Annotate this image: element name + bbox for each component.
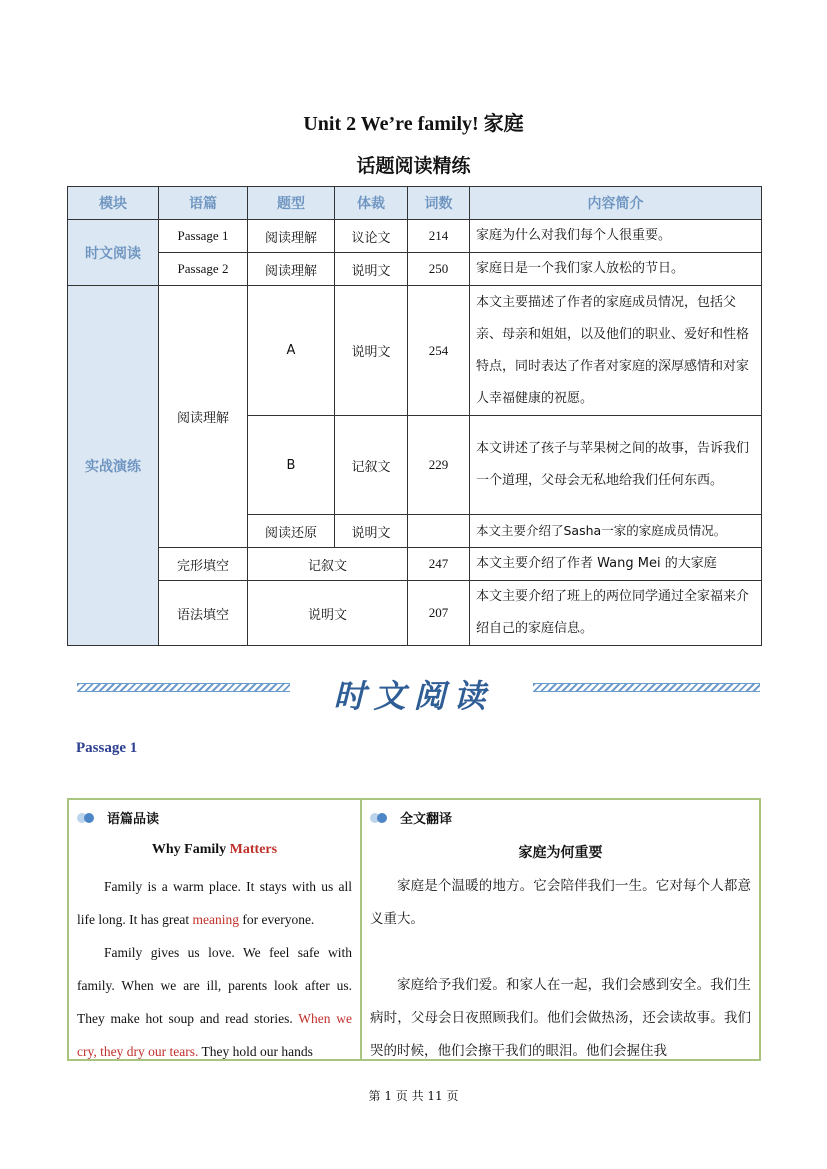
translation-title: 家庭为何重要 bbox=[518, 845, 603, 861]
document-title: Unit 2 We’re family! 家庭 bbox=[303, 113, 524, 135]
table-row bbox=[68, 253, 762, 286]
paragraph: 家庭给予我们爱。和家人在一起，我们会感到安全。我们生病时，父母会日夜照顾我们。他们会做热汤，还会读故事。我们哭的时候，他们会擦干我们的眼泪。他们会握住我 bbox=[370, 977, 751, 1059]
header-module: 模块 bbox=[68, 187, 159, 220]
passage-label: Passage 1 bbox=[76, 740, 138, 756]
passage-panels bbox=[67, 798, 761, 1061]
type-cell: 阅读理解 bbox=[248, 253, 335, 286]
table-row bbox=[68, 286, 762, 416]
translation-panel bbox=[362, 800, 759, 1059]
intro-cell: 本文主要描述了作者的家庭成员情况，包括父亲、母亲和姐姐，以及他们的职业、爱好和性格特点，同时表达了作者对家庭的深厚感情和对家人幸福健康的祝愿。 bbox=[470, 286, 762, 416]
intro-cell: 本文主要介绍了作者 Wang Mei 的大家庭 bbox=[470, 548, 762, 581]
text-span: They hold our hands bbox=[198, 1044, 313, 1059]
passage-cell: Passage 1 bbox=[159, 220, 248, 253]
table-row bbox=[68, 220, 762, 253]
text-span: for everyone. bbox=[238, 912, 315, 927]
header-type: 题型 bbox=[248, 187, 335, 220]
table-header-row bbox=[68, 187, 762, 220]
passage-cell: Passage 2 bbox=[159, 253, 248, 286]
reading-panel-heading bbox=[77, 808, 159, 827]
genre-cell: 议论文 bbox=[335, 220, 408, 253]
words-cell: 214 bbox=[408, 220, 470, 253]
passage-title-plain: Why Family bbox=[151, 842, 230, 857]
paragraph bbox=[77, 870, 352, 936]
words-cell: 254 bbox=[408, 286, 470, 416]
paragraph-gap bbox=[370, 936, 751, 969]
genre-cell: 说明文 bbox=[335, 515, 408, 548]
passage-english-body bbox=[77, 870, 352, 1059]
document-subtitle: 话题阅读精练 bbox=[356, 155, 471, 177]
type-cell: 阅读理解 bbox=[248, 220, 335, 253]
type-cell: A bbox=[248, 286, 335, 416]
paragraph bbox=[77, 936, 352, 1059]
passage-cell: 阅读理解 bbox=[159, 286, 248, 548]
words-cell: 247 bbox=[408, 548, 470, 581]
intro-cell: 本文主要介绍了Sasha一家的家庭成员情况。 bbox=[470, 515, 762, 548]
overview-table bbox=[67, 186, 762, 646]
words-cell bbox=[408, 515, 470, 548]
genre-cell: 记叙文 bbox=[248, 548, 408, 581]
header-genre: 体裁 bbox=[335, 187, 408, 220]
words-cell: 229 bbox=[408, 416, 470, 515]
bullet-dots-icon bbox=[370, 813, 392, 823]
module-cell: 实战演练 bbox=[68, 286, 159, 646]
text-span: Family gives us love. We feel safe with family. When we are ill, parents look after us. They make hot soup and read stories. bbox=[77, 945, 352, 1026]
header-words: 词数 bbox=[408, 187, 470, 220]
intro-cell: 家庭日是一个我们家人放松的节日。 bbox=[470, 253, 762, 286]
reading-panel-heading-text: 语篇品读 bbox=[107, 812, 160, 827]
genre-cell: 说明文 bbox=[335, 253, 408, 286]
table-row bbox=[68, 581, 762, 646]
header-intro: 内容简介 bbox=[470, 187, 762, 220]
intro-cell: 本文讲述了孩子与苹果树之间的故事，告诉我们一个道理，父母会无私地给我们任何东西。 bbox=[470, 416, 762, 515]
section-banner-title: 时文阅读 bbox=[333, 677, 494, 715]
type-cell: B bbox=[248, 416, 335, 515]
translation-panel-heading-text: 全文翻译 bbox=[400, 812, 453, 827]
genre-cell: 说明文 bbox=[335, 286, 408, 416]
passage-cell: 完形填空 bbox=[159, 548, 248, 581]
page-footer: 第 1 页 共 11 页 bbox=[368, 1089, 459, 1103]
module-cell: 时文阅读 bbox=[68, 220, 159, 286]
reading-panel bbox=[69, 800, 362, 1059]
intro-cell: 家庭为什么对我们每个人很重要。 bbox=[470, 220, 762, 253]
intro-cell: 本文主要介绍了班上的两位同学通过全家福来介绍自己的家庭信息。 bbox=[470, 581, 762, 646]
highlight-sentence: When we cry, they dry our tears. bbox=[77, 1011, 352, 1059]
passage-title-highlight: Matters bbox=[229, 842, 278, 857]
table-row bbox=[68, 548, 762, 581]
passage-title bbox=[69, 842, 360, 858]
genre-cell: 记叙文 bbox=[335, 416, 408, 515]
words-cell: 207 bbox=[408, 581, 470, 646]
translation-panel-heading bbox=[370, 808, 452, 827]
type-cell: 阅读还原 bbox=[248, 515, 335, 548]
highlight-word: meaning bbox=[192, 912, 239, 927]
paragraph: 家庭是个温暖的地方。它会陪伴我们一生。它对每个人都意义重大。 bbox=[370, 878, 751, 927]
header-passage: 语篇 bbox=[159, 187, 248, 220]
passage-chinese-body bbox=[370, 870, 751, 1059]
words-cell: 250 bbox=[408, 253, 470, 286]
text-span: Family is a warm place. It stays with us all life long. It has great bbox=[77, 879, 352, 927]
passage-cell: 语法填空 bbox=[159, 581, 248, 646]
bullet-dots-icon bbox=[77, 813, 99, 823]
genre-cell: 说明文 bbox=[248, 581, 408, 646]
